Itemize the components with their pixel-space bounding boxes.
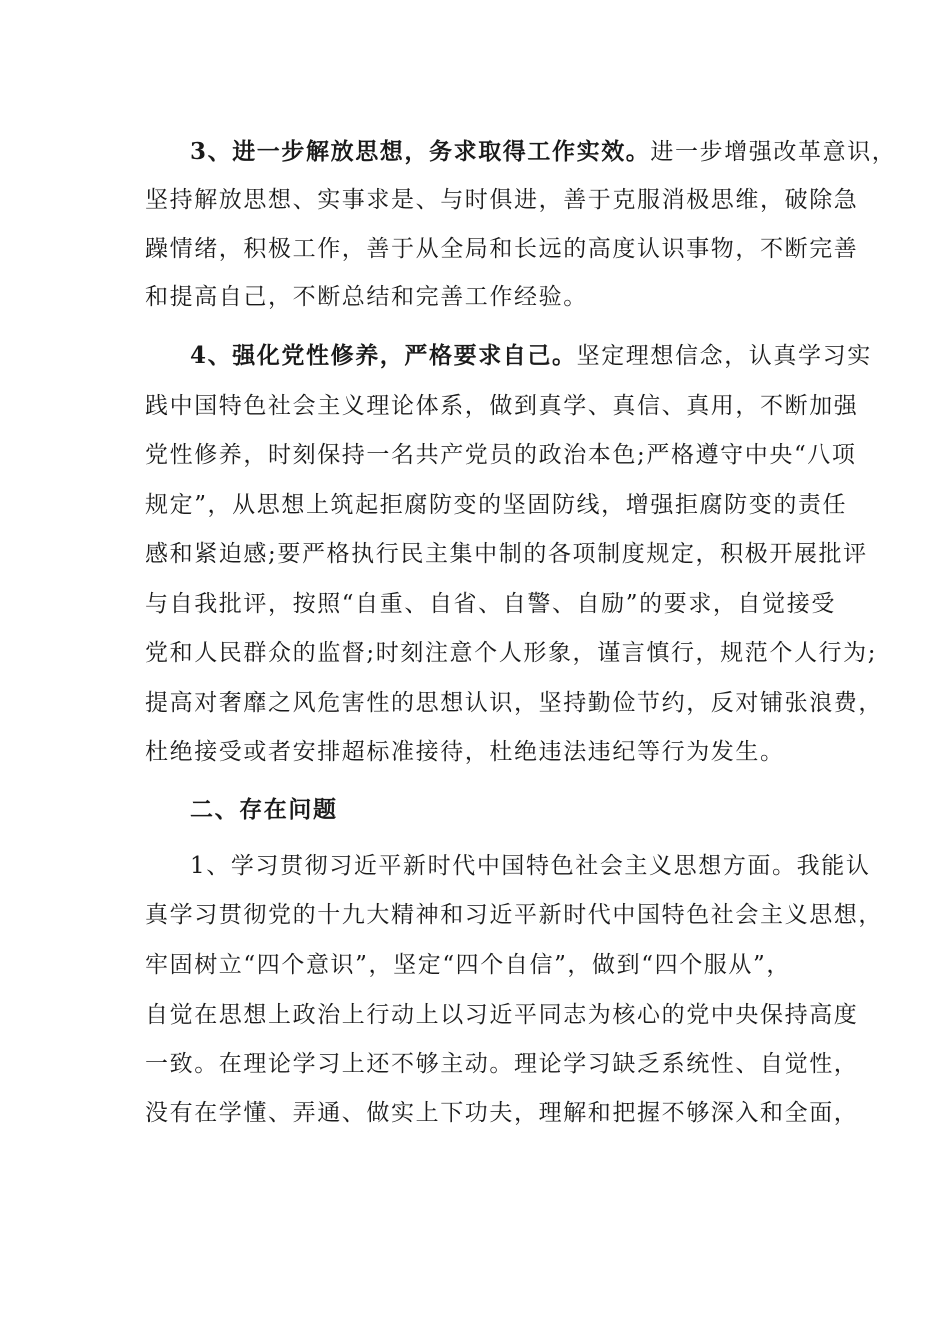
paragraph-4-line xyxy=(190,336,870,376)
section-heading-line xyxy=(190,790,870,830)
body-line: 一致。在理论学习上还不够主动。理论学习缺乏系统性、自觉性， xyxy=(145,1051,859,1077)
body-line: 与自我批评，按照“自重、自省、自警、自励”的要求，自觉接受 xyxy=(145,591,836,617)
body-line: 没有在学懂、弄通、做实上下功夫，理解和把握不够深入和全面， xyxy=(145,1100,859,1126)
body-line: 自觉在思想上政治上行动上以习近平同志为核心的党中央保持高度 xyxy=(145,1002,859,1028)
body-line: 坚持解放思想、实事求是、与时俱进，善于克服消极思维，破除急 xyxy=(145,187,859,213)
body-line: 提高对奢靡之风危害性的思想认识，坚持勤俭节约，反对铺张浪费， xyxy=(145,690,883,716)
body-line: 党和人民群众的监督;时刻注意个人形象，谨言慎行，规范个人行为; xyxy=(145,640,878,666)
body-line: 党性修养，时刻保持一名共产党员的政治本色;严格遵守中央“八项 xyxy=(145,442,857,468)
body-line: 规定”，从思想上筑起拒腐防变的坚固防线，增强拒腐防变的责任 xyxy=(145,492,848,518)
paragraph-3-heading: 3、进一步解放思想，务求取得工作实效。 xyxy=(190,138,651,165)
body-line: 躁情绪，积极工作，善于从全局和长远的高度认识事物，不断完善 xyxy=(145,236,859,262)
body-line: 践中国特色社会主义理论体系，做到真学、真信、真用，不断加强 xyxy=(145,393,859,419)
body-line: 感和紧迫感;要严格执行民主集中制的各项制度规定，积极开展批评 xyxy=(145,541,868,567)
section-heading: 二、存在问题 xyxy=(190,796,338,823)
paragraph-1-line: 1、学习贯彻习近平新时代中国特色社会主义思想方面。我能认 xyxy=(190,853,871,879)
paragraph-4-heading: 4、强化党性修养，严格要求自己。 xyxy=(190,342,577,369)
paragraph-3-line xyxy=(190,132,897,172)
body-line: 真学习贯彻党的十九大精神和习近平新时代中国特色社会主义思想， xyxy=(145,902,883,928)
body-line: 杜绝接受或者安排超标准接待，杜绝违法违纪等行为发生。 xyxy=(145,739,785,765)
line-text: 坚定理想信念，认真学习实 xyxy=(576,343,872,369)
body-line: 和提高自己，不断总结和完善工作经验。 xyxy=(145,284,588,310)
line-text: 进一步增强改革意识， xyxy=(650,139,897,165)
body-line: 牢固树立“四个意识”，坚定“四个自信”，做到“四个服从”， xyxy=(145,952,791,978)
